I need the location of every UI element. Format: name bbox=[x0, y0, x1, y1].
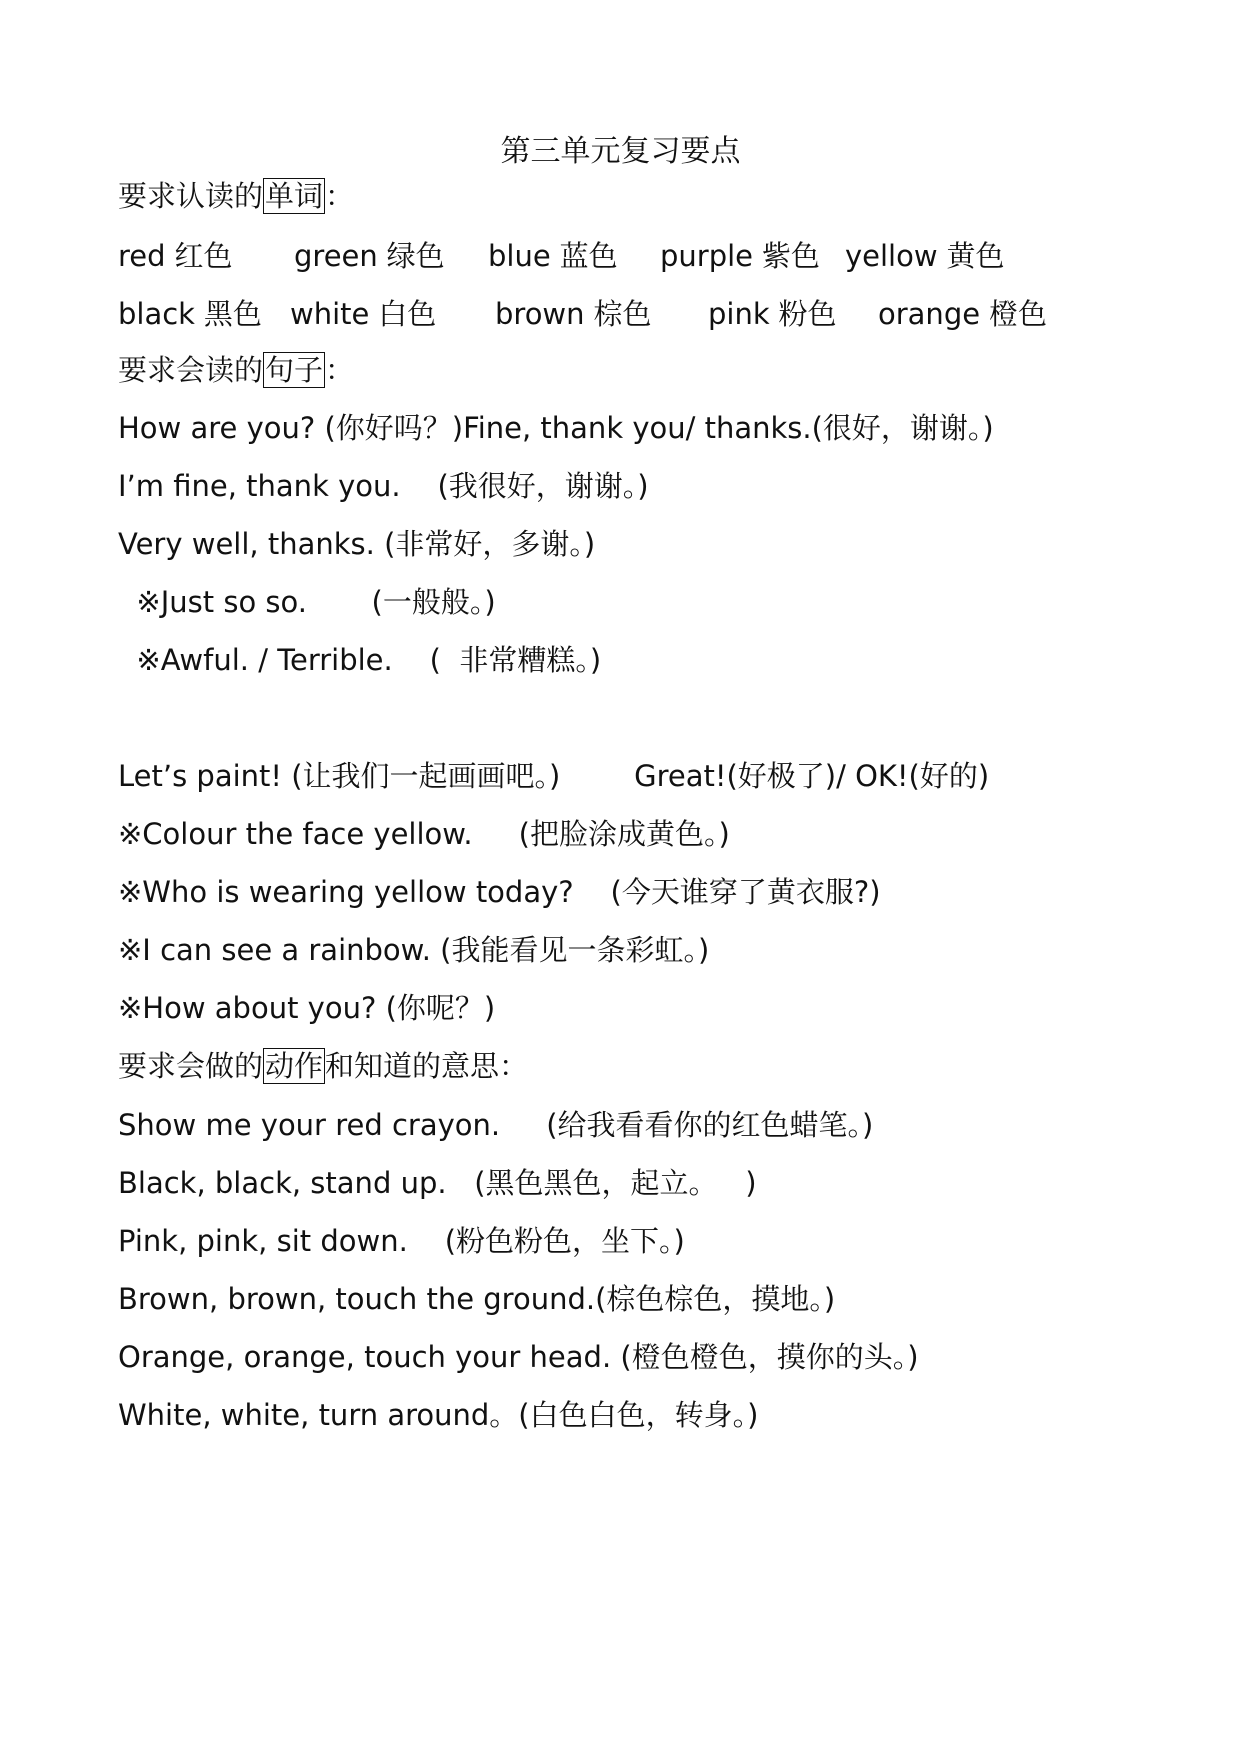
word-row-1 bbox=[0, 234, 1241, 274]
word-item: green 绿色 bbox=[294, 239, 445, 273]
sentence-line: I’m fine, thank you. (我很好，谢谢。) bbox=[118, 469, 649, 503]
sentence-line: ※I can see a rainbow. (我能看见一条彩虹。) bbox=[118, 933, 710, 967]
sentence-line: ※Just so so. (一般般。) bbox=[118, 585, 496, 619]
sentence-line: Very well, thanks. (非常好，多谢。) bbox=[118, 527, 596, 561]
action-line: Black, black, stand up. (黑色黑色，起立。 ) bbox=[118, 1166, 757, 1200]
action-line: Pink, pink, sit down. (粉色粉色，坐下。) bbox=[118, 1224, 685, 1258]
sentence-line: ※Who is wearing yellow today? (今天谁穿了黄衣服?) bbox=[118, 875, 881, 909]
word-item: brown 棕色 bbox=[495, 297, 652, 331]
action-line: Brown, brown, touch the ground.(棕色棕色，摸地。) bbox=[118, 1282, 836, 1316]
word-item: purple 紫色 bbox=[660, 239, 820, 273]
boxed-label-words: 单词 bbox=[265, 179, 324, 213]
action-line: Show me your red crayon. (给我看看你的红色蜡笔。) bbox=[118, 1108, 874, 1142]
word-item: pink 粉色 bbox=[708, 297, 837, 331]
word-item: orange 橙色 bbox=[878, 297, 1047, 331]
section-heading-actions: 要求会做的动作和知道的意思： bbox=[118, 1049, 529, 1083]
section-heading-sentences: 要求会读的句子： bbox=[118, 353, 355, 387]
action-line: White, white, turn around。(白色白色，转身。) bbox=[118, 1398, 759, 1432]
word-item: white 白色 bbox=[290, 297, 437, 331]
section-heading-words: 要求认读的单词： bbox=[118, 179, 355, 213]
action-line: Orange, orange, touch your head. (橙色橙色，摸你的头。) bbox=[118, 1340, 919, 1374]
word-item: blue 蓝色 bbox=[488, 239, 618, 273]
sentence-line: ※How about you? (你呢？) bbox=[118, 991, 496, 1025]
word-item: yellow 黄色 bbox=[845, 239, 1005, 273]
sentence-line: How are you? (你好吗？)Fine, thank you/ thanks.(很好，谢谢。) bbox=[118, 411, 994, 445]
word-item: black 黑色 bbox=[118, 297, 262, 331]
sentence-line: Let’s paint! (让我们一起画画吧。) Great!(好极了)/ OK!(好的) bbox=[118, 759, 990, 793]
boxed-label-sentences: 句子 bbox=[265, 353, 324, 387]
word-item: red 红色 bbox=[118, 239, 233, 273]
sentence-line: ※Awful. / Terrible. ( 非常糟糕。) bbox=[118, 643, 602, 677]
word-row-2 bbox=[0, 292, 1241, 332]
page-title: 第三单元复习要点 bbox=[500, 134, 741, 169]
boxed-label-actions: 动作 bbox=[265, 1049, 324, 1083]
sentence-line: ※Colour the face yellow. (把脸涂成黄色。) bbox=[118, 817, 730, 851]
